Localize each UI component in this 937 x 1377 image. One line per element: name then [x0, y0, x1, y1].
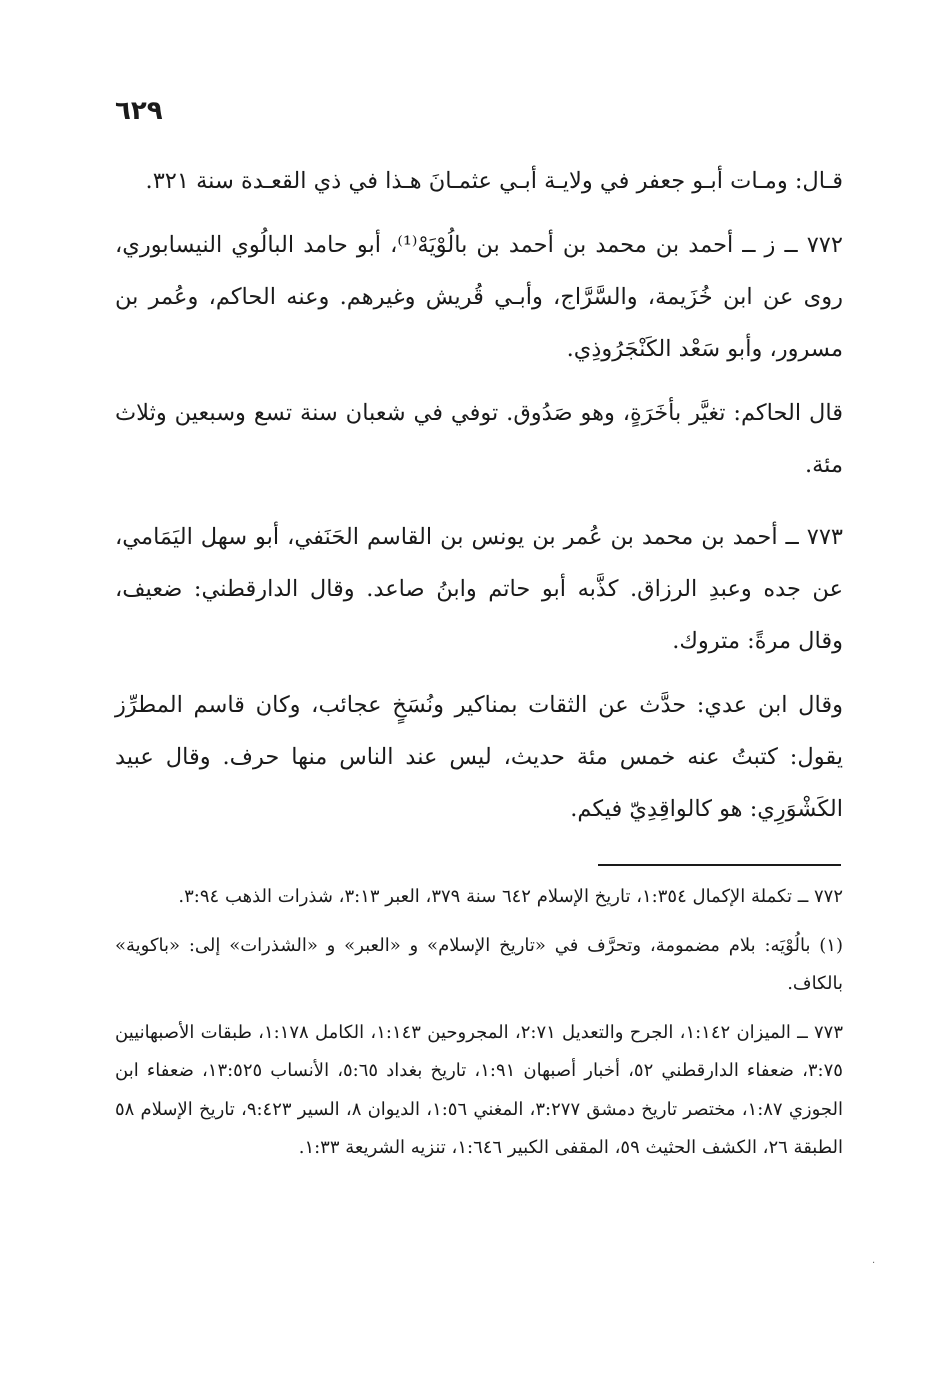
entry-773: ٧٧٣ ــ أحمد بن محمد بن عُمر بن يونس بن القاسم الحَنَفي، أبو سهل اليَمَامي، عن جده وعبدِ الرزاق. كذَّبه أبو حاتم وابنُ صاعد. وقال الدارقطني: ضعيف، وقال مرةً: متروك. — [115, 524, 843, 654]
page-number: ٦٢٩ — [115, 96, 163, 126]
paragraph-hakim-statement: قال الحاكم: تغيَّر بأخَرَةٍ، وهو صَدُوق. توفي في شعبان سنة تسع وسبعين وثلاث مئة. — [115, 400, 843, 478]
footnote-sources-773: ٧٧٣ ــ الميزان ١:١٤٢، الجرح والتعديل ٢:٧١، المجروحين ١:١٤٣، الكامل ١:١٧٨، طبقات الأصبهانيين ٣:٧٥، ضعفاء الدارقطني ٥٢، أخبار أصبهان ١:٩١، تاريخ بغداد ٥:٦٥، الأنساب ١٣:٥٢٥، ضعفاء ابن الجوزي ١:٨٧، مختصر تاريخ دمشق ٣:٢٧٧، المغني ١:٥٦، الديوان ٨، السير ٩:٤٢٣، تاريخ الإسلام ٥٨ الطبقة ٢٦، الكشف الحثيث ٥٩، المقفى الكبير ١:٦٤٦، تنزيه الشريعة ١:٣٣. — [115, 1021, 844, 1158]
footnotes — [115, 878, 843, 1178]
main-text — [115, 155, 843, 835]
paragraph-death-note: قـال: ومـات أبـو جعفر في ولايـة أبـي عثمـانَ هـذا في ذي القعـدة سنة ٣٢١. — [145, 168, 843, 194]
paragraph-ibn-adi-statement: وقال ابن عدي: حدَّث عن الثقات بمناكير ونُسَخٍ عجائب، وكان قاسم المطرِّز يقول: كتبتُ عنه خمس مئة حديث، ليس عند الناس منها حرف. وقال عبيد الكَشْوَرِي: هو كالواقِدِيّ فيكم. — [115, 692, 843, 822]
footnote-separator — [598, 864, 841, 866]
entry-772: ٧٧٢ ــ ز ــ أحمد بن محمد بن أحمد بن بالُوْيَهْ⁽¹⁾، أبو حامد البالُوي النيسابوري، روى عن ابن خُزَيمة، والسَّرَّاج، وأبـي قُريش وغيرهم. وعنه الحاكم، وعُمر بن مسرور، وأبو سَعْد الكَنْجَرُوذِي. — [115, 232, 843, 362]
footnote-sources-772: ٧٧٢ ــ تكملة الإكمال ١:٣٥٤، تاريخ الإسلام ٦٤٢ سنة ٣٧٩، العبر ٣:١٣، شذرات الذهب ٣:٩٤. — [178, 886, 843, 907]
footnote-1: (١) بالُوْيَه: بلام مضمومة، وتحرَّف في «تاريخ الإسلام» و «العبر» و «الشذرات» إلى: «باكوية» بالكاف. — [115, 934, 843, 994]
scan-speck: · — [872, 1258, 876, 1269]
